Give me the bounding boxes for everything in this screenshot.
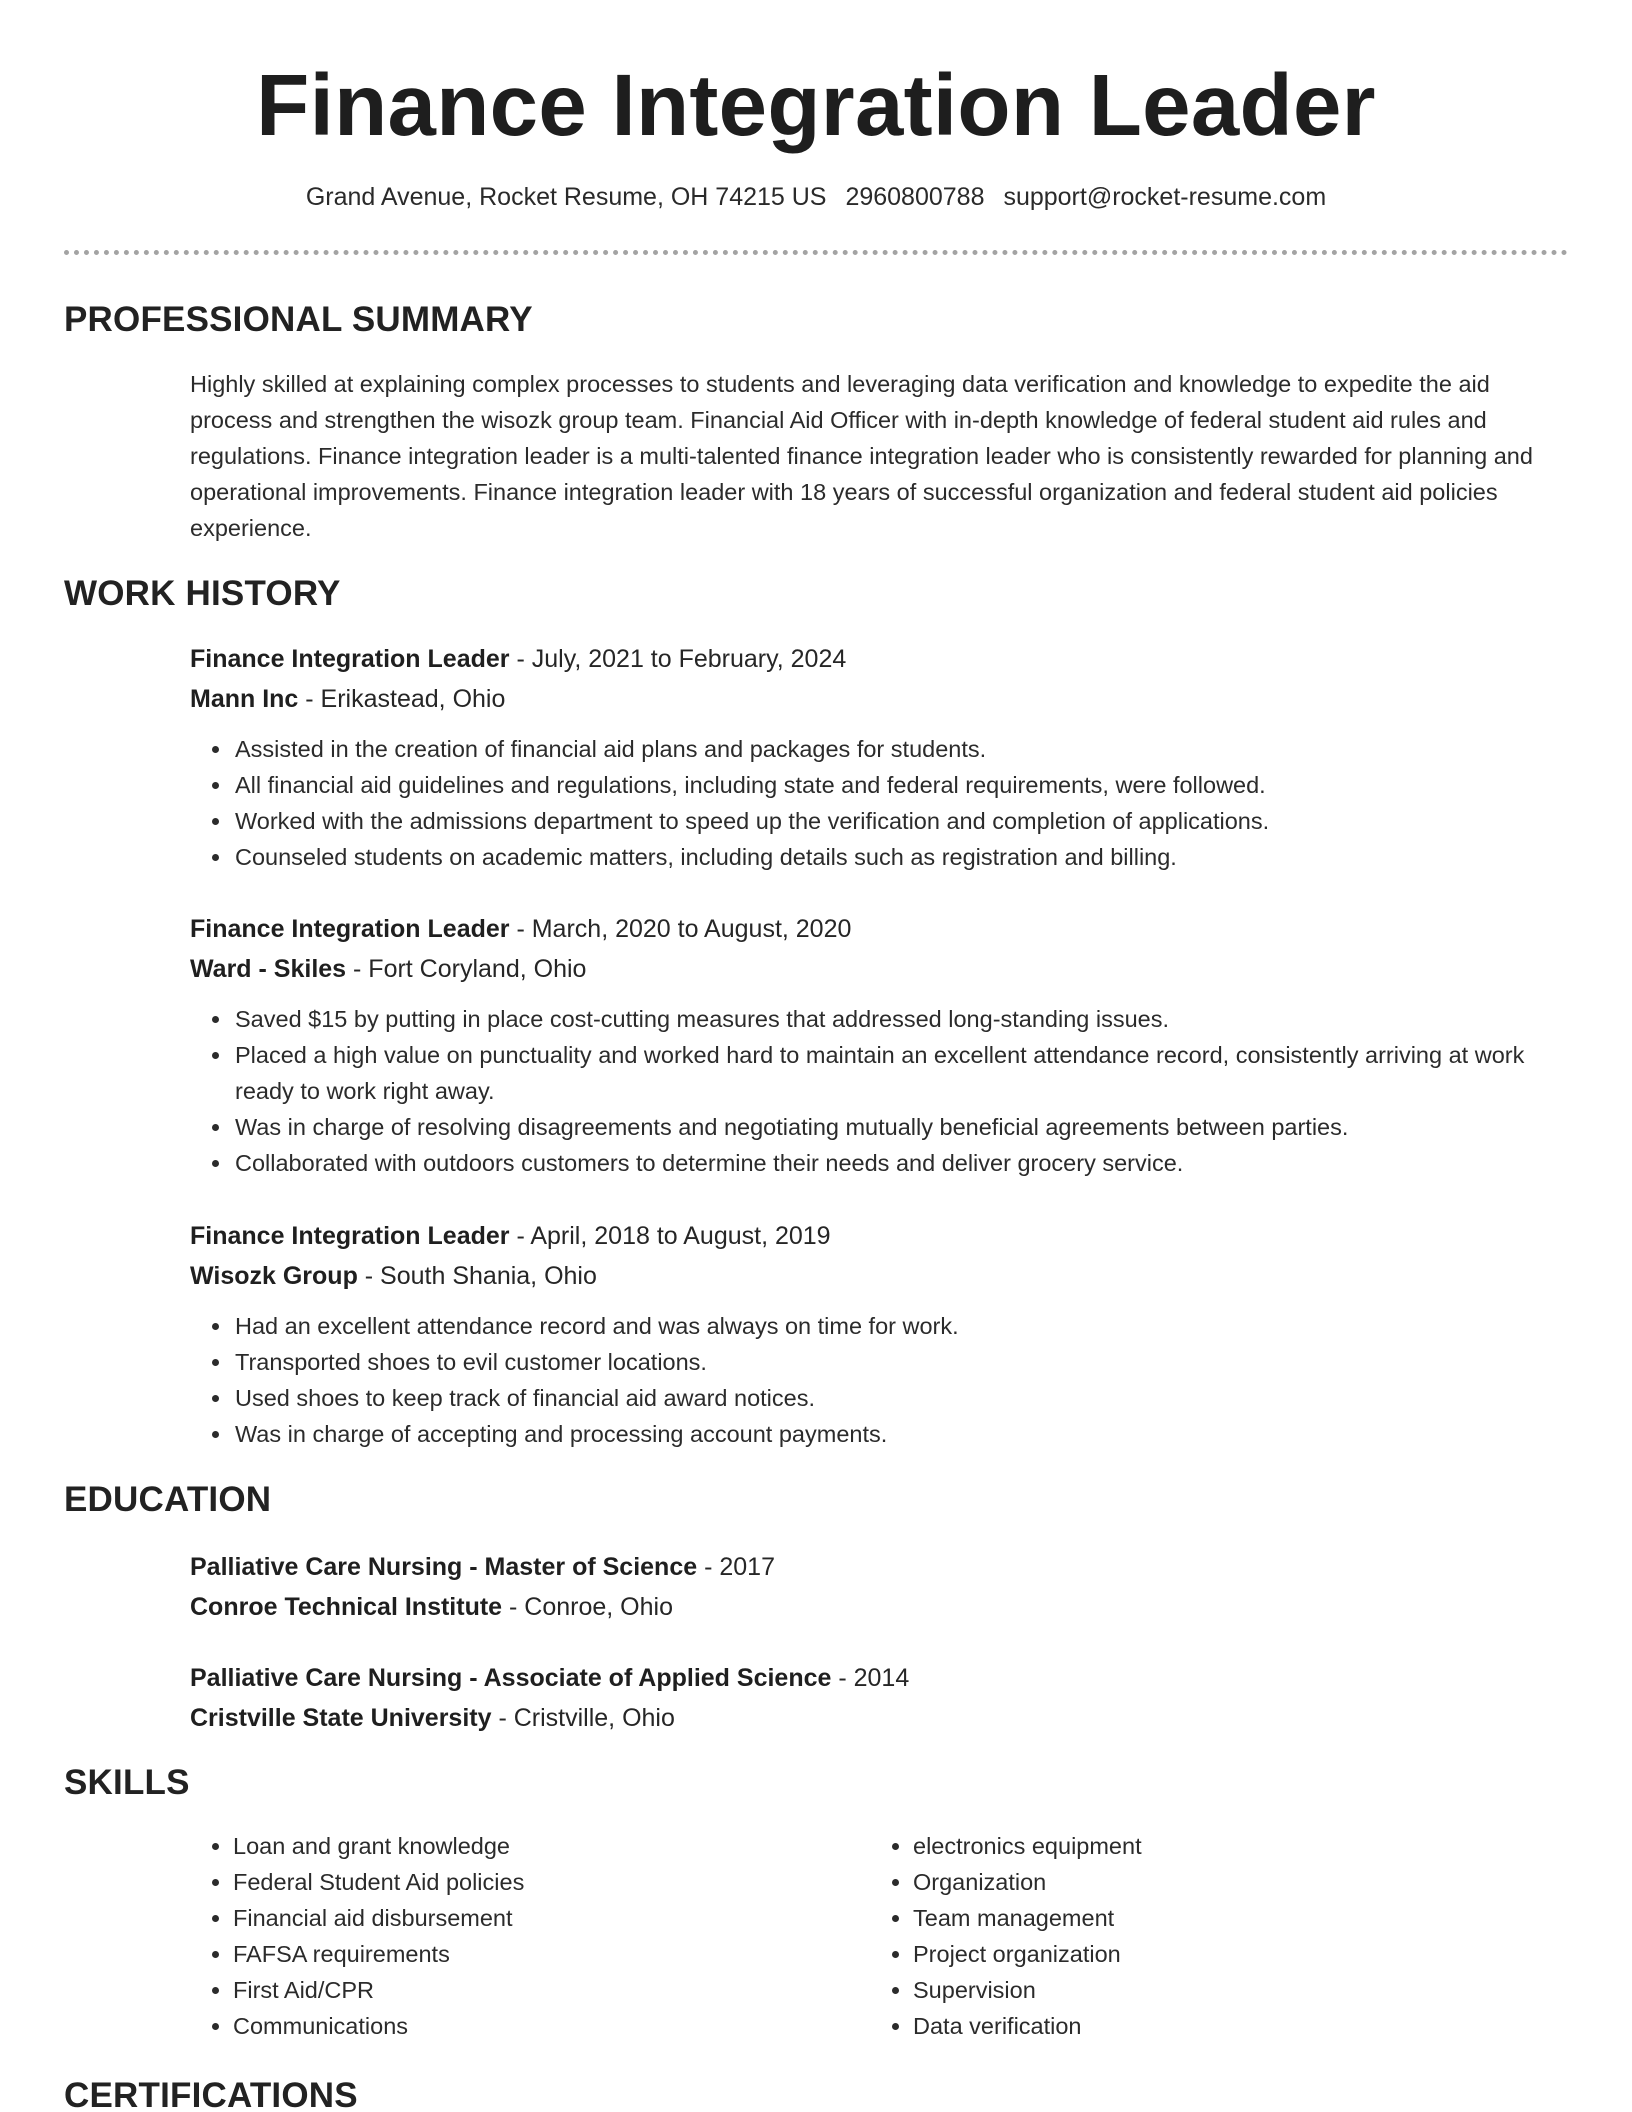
job-dates: - March, 2020 to August, 2020 [509, 915, 852, 943]
summary-text: Highly skilled at explaining complex processes to students and leveraging data verification and knowledge to expedite the aid process and strengthen the wisozk group team. Financial Aid Officer with in-depth knowledge of federal student aid rules and regulations. Finance integration leader is a multi-talented finance integration leader who is consistently rewarded for planning and operational improvements. Finance integration leader with 18 years of successful organization and federal student aid policies experience. [190, 371, 1533, 541]
skill-item: • Project organization [913, 1936, 1550, 1972]
contact-phone: 2960800788 [845, 183, 985, 211]
job-entry [190, 909, 1570, 1181]
education-year: - 2017 [697, 1553, 775, 1581]
job-bullet: • All financial aid guidelines and regulations, including state and federal requirements, were followed. [233, 767, 1570, 803]
job-bullet: • Placed a high value on punctuality and worked hard to maintain an excellent attendance record, consistently arriving at work ready to work right away. [233, 1037, 1570, 1109]
skill-item: • Team management [913, 1900, 1550, 1936]
job-location: - South Shania, Ohio [357, 1262, 597, 1290]
section-title-education: EDUCATION [64, 1480, 272, 1519]
job-title-line [190, 1216, 1570, 1256]
education-entry [190, 1547, 1570, 1627]
skill-item: • Organization [913, 1864, 1550, 1900]
job-entry [190, 639, 1570, 875]
job-bullet: • Saved $15 by putting in place cost-cutting measures that addressed long-standing issues. [233, 1001, 1570, 1037]
job-role: Finance Integration Leader [190, 1222, 510, 1250]
job-role: Finance Integration Leader [190, 915, 510, 943]
section-title-skills: SKILLS [64, 1763, 190, 1802]
job-dates: - July, 2021 to February, 2024 [509, 645, 847, 673]
job-bullet: • Worked with the admissions department to speed up the verification and completion of applications. [233, 803, 1570, 839]
skill-item: • Loan and grant knowledge [233, 1828, 870, 1864]
education-degree: Palliative Care Nursing - Master of Science [190, 1553, 698, 1581]
section-title-summary: PROFESSIONAL SUMMARY [64, 300, 533, 339]
resume-name: Finance Integration Leader [256, 57, 1376, 154]
education-location: - Conroe, Ohio [502, 1593, 673, 1621]
job-bullets [233, 731, 1570, 875]
job-dates: - April, 2018 to August, 2019 [509, 1222, 831, 1250]
job-location: - Fort Coryland, Ohio [346, 955, 587, 983]
job-bullet: • Had an excellent attendance record and was always on time for work. [233, 1308, 1570, 1344]
job-entry [190, 1216, 1570, 1452]
job-role: Finance Integration Leader [190, 645, 510, 673]
job-bullet: • Used shoes to keep track of financial aid award notices. [233, 1380, 1570, 1416]
header-divider [64, 250, 1568, 255]
job-company-line [190, 949, 1570, 989]
job-company: Wisozk Group [190, 1262, 358, 1290]
skill-item: • Federal Student Aid policies [233, 1864, 870, 1900]
job-bullet: • Was in charge of accepting and processing account payments. [233, 1416, 1570, 1452]
skills-list [190, 1828, 1570, 2044]
job-bullet: • Collaborated with outdoors customers to determine their needs and deliver grocery service. [233, 1145, 1570, 1181]
education-entry [190, 1658, 1570, 1738]
job-company-line [190, 679, 1570, 719]
section-title-work-history: WORK HISTORY [64, 574, 341, 613]
job-company-line [190, 1256, 1570, 1296]
skill-item: • Data verification [913, 2008, 1550, 2044]
job-location: - Erikastead, Ohio [298, 685, 506, 713]
job-company: Mann Inc [190, 685, 299, 713]
job-title-line [190, 909, 1570, 949]
contact-info [0, 183, 1632, 212]
education-degree: Palliative Care Nursing - Associate of Applied Science [190, 1664, 832, 1692]
skills-column-left [233, 1828, 870, 2044]
job-bullet: • Counseled students on academic matters, including details such as registration and billing. [233, 839, 1570, 875]
section-title-certifications: CERTIFICATIONS [64, 2076, 358, 2112]
job-company: Ward - Skiles [190, 955, 347, 983]
education-school: Conroe Technical Institute [190, 1593, 503, 1621]
contact-email: support@rocket-resume.com [1003, 183, 1327, 211]
job-bullet: • Transported shoes to evil customer locations. [233, 1344, 1570, 1380]
education-degree-line [190, 1658, 1570, 1698]
skill-item: • Communications [233, 2008, 870, 2044]
education-school-line [190, 1698, 1570, 1738]
skill-item: • Supervision [913, 1972, 1550, 2008]
skill-item: • First Aid/CPR [233, 1972, 870, 2008]
education-location: - Cristville, Ohio [491, 1704, 675, 1732]
contact-address: Grand Avenue, Rocket Resume, OH 74215 US [305, 183, 827, 211]
skills-column-right [913, 1828, 1550, 2044]
job-bullet: • Was in charge of resolving disagreements and negotiating mutually beneficial agreements between parties. [233, 1109, 1570, 1145]
job-bullets [233, 1001, 1570, 1181]
education-degree-line [190, 1547, 1570, 1587]
job-bullets [233, 1308, 1570, 1452]
job-bullet: • Assisted in the creation of financial aid plans and packages for students. [233, 731, 1570, 767]
education-school: Cristville State University [190, 1704, 492, 1732]
skill-item: • FAFSA requirements [233, 1936, 870, 1972]
skill-item: • electronics equipment [913, 1828, 1550, 1864]
education-year: - 2014 [831, 1664, 910, 1692]
education-school-line [190, 1587, 1570, 1627]
job-title-line [190, 639, 1570, 679]
skill-item: • Financial aid disbursement [233, 1900, 870, 1936]
